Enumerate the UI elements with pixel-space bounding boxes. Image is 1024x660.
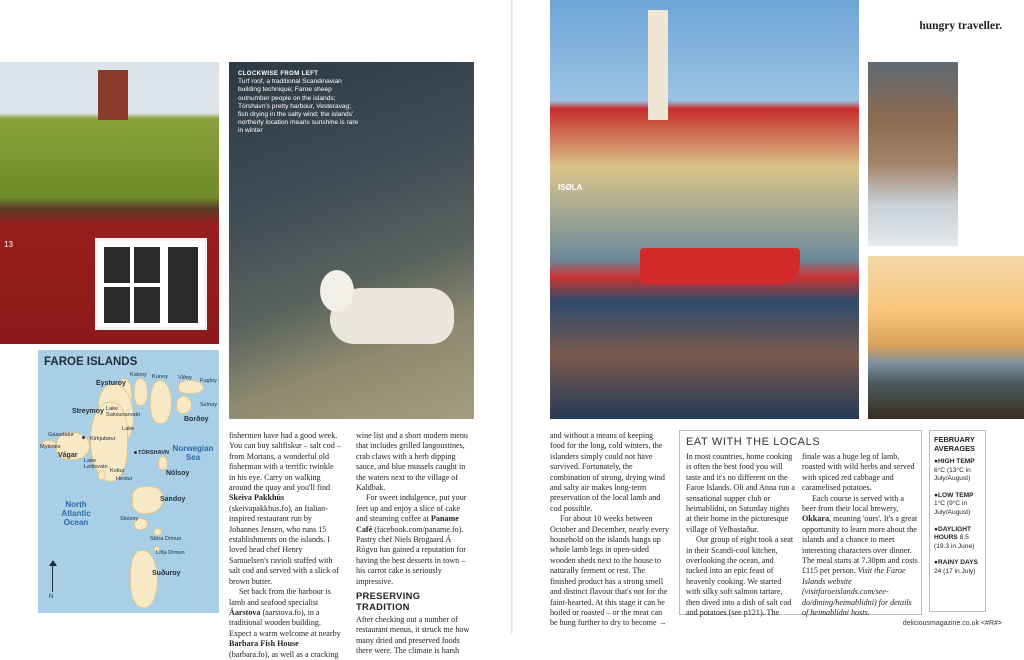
island-bordoy <box>150 380 172 424</box>
section-tag: hungry traveller. <box>919 20 1002 32</box>
label-north-atlantic: North Atlantic Ocean <box>61 500 91 527</box>
eat-c1-paragraph-2: Our group of eight took a seat in their Scandi-cool kitchen, overlooking the ocean, and tucked into an epic feast of heavenly cooking. We started with silky soft salmon tartare, then dived into a dish of salt cod and potatoes (see p121). The <box>686 535 794 618</box>
house-window <box>95 238 207 330</box>
feb-rainy-days: ●RAINY DAYS 24 (17 in July) <box>934 559 978 575</box>
label-gasadalur: Gásadalur <box>48 432 74 438</box>
town-gasadalur <box>82 436 85 439</box>
label-kunoy: Kunoy <box>152 374 168 380</box>
col1-p1-rest: (skeivapakkhus.fo), an Italian-inspired restaurant run by Johannes Jensen, who runs 15 establishments on the islands. I loved head chef Henry Samuelsen's ravioli stuffed with salt cod and served with a slick of brown butter. <box>229 503 339 586</box>
eat-c2-paragraph-1: finale was a huge leg of lamb, roasted with wild herbs and served with spiced red cabbage and caramelised potatoes. <box>802 452 915 493</box>
harbour-sign: ISØLA <box>558 183 583 192</box>
island-stora-dimun <box>154 528 162 536</box>
eat-with-locals-title: EAT WITH THE LOCALS <box>686 436 821 448</box>
label-vagar: Vágar <box>58 452 78 459</box>
island-nolsoy <box>158 456 168 470</box>
feb-low-temp-value: 1°C (9°C in July/August) <box>934 500 971 516</box>
venue-aarstova: Áarstova <box>229 607 261 617</box>
col2-paragraph-3: After checking out a number of restaurant menus, it struck me how many dried and preserved foods there were. The climate is harsh <box>356 614 470 656</box>
col2-p2-rest: (facebook.com/paname.fo). Pastry chef Niels Brogaard Á Rógvu has gained a reputation for having the best desserts in town – his carrot cake is seriously impressive. <box>356 524 466 586</box>
island-kunoy <box>134 378 148 406</box>
label-vidoy: Viðoy <box>178 375 192 381</box>
label-sandoy: Sandoy <box>160 496 186 503</box>
footer <box>903 620 1002 627</box>
north-label: N <box>49 594 54 600</box>
island-suduroy <box>130 550 158 608</box>
col1-p2-rest: (aarstova.fo), in a traditional wooden building. Expect a warm welcome at nearby <box>229 607 341 638</box>
label-litla-dimun: Lítla Dímun <box>156 550 185 556</box>
article-column-1 <box>229 431 341 660</box>
spread-gutter <box>511 0 513 634</box>
col1-p1-text: fishermen have had a good week. You can buy saltfiskur – salt cod – from Mortans, a wonderful old fisherman with a terrific twinkle in his eye. Carry on walking around the quay and you'll find <box>229 431 341 493</box>
venue-paname-cafe: Paname Café <box>356 514 459 534</box>
footer-page: <#R#> <box>980 620 1002 627</box>
label-norwegian-sea: Norwegian Sea <box>172 444 214 462</box>
chimney <box>98 70 128 120</box>
eat-c2-p2-rest: , meaning 'ours'. It's a great opportunity to learn more about the islands and a chance to meet interesting characters over dinner. The meal starts at 7.30pm and costs £115 per person. <box>802 514 918 576</box>
label-hestur: Hestur <box>116 476 133 482</box>
venue-barbara-fish-house: Barbara Fish House <box>229 639 299 649</box>
label-fugloy: Fugloy <box>200 378 217 384</box>
turf-roof-house-photo <box>0 62 219 344</box>
caption-text: Turf roof, a traditional Scandinavian building technique; Faroe sheep outnumber people on the islands; Tórshavn's pretty harbour, Vesteravag; fish drying in the salty wind; the islands' northerly location means sunshine is rare in winter <box>238 78 359 135</box>
eat-c2-paragraph-2 <box>802 494 918 619</box>
feb-high-temp-label: HIGH TEMP <box>937 458 975 465</box>
label-koltur: Koltur <box>110 468 125 474</box>
col3-paragraph-2: For about 10 weeks between October and December, nearly every household on the islands hangs up whole lamb legs in open-sided wooden sheds next to the house to naturally ferment or rest. The finished product has a strong smell and distinct flavour that's not for the faint-hearted. At this stage it can be boiled or roasted – or the meat can be hung further to dry to become → <box>550 514 669 628</box>
venue-skeiva-pakkhus: Skeiva Pakkhús <box>229 493 285 503</box>
label-eysturoy: Eysturoy <box>96 380 126 387</box>
house-number: 13 <box>4 240 13 249</box>
article-column-2 <box>356 431 472 657</box>
col3-paragraph-1: and without a means of keeping food for the long, cold winters, the islanders simply could not have survived. Fortunately, the combination of strong, drying wind and salty air makes long-term preservation of the local lamb and cod possible. <box>550 431 665 513</box>
label-kirkjubour: Kirkjubøur <box>90 436 116 442</box>
label-lake: Lake <box>122 426 135 432</box>
caption-title: CLOCKWISE FROM LEFT <box>238 71 319 77</box>
feb-rainy-days-label: RAINY DAYS <box>937 559 978 567</box>
feb-title: FEBRUARY AVERAGES <box>934 435 975 453</box>
feb-daylight-label: DAYLIGHT HOURS <box>934 525 972 542</box>
eat-c2-italic-note: Visit the Faroe Islands website (visitfaroeislands.com/see-do/dining/heimablidni) for details of heimablídni hosts. <box>802 566 912 618</box>
label-suduroy: Suðuroy <box>152 570 181 577</box>
north-line <box>52 564 53 592</box>
label-skuvoy: Skúvoy <box>120 516 139 522</box>
town-torshavn <box>134 451 137 454</box>
col1-paragraph-1 <box>229 431 341 587</box>
torshavn-harbour-photo <box>550 0 859 419</box>
eat-column-1 <box>686 452 796 619</box>
clock-tower <box>648 10 668 120</box>
col1-p2-text: Set back from the harbour is lamb and seafood specialist <box>229 587 331 607</box>
feb-daylight: ●DAYLIGHT HOURS 8.5 (19.3 in June) <box>934 525 975 550</box>
col1-p2-rest2: (barbara.fo), as well as a cracking <box>229 649 339 659</box>
label-svinoy: Svínoy <box>200 402 218 408</box>
label-lake-leitisvatn: Lake Leitisvatn <box>84 458 108 470</box>
feb-high-temp: ●HIGH TEMP 6°C (13°C in July/August) <box>934 458 975 483</box>
label-lake-saksunarvatn: Lake Saksunarvatn <box>106 406 141 418</box>
north-arrow-icon <box>49 560 57 566</box>
photo-caption <box>238 70 363 136</box>
col1-paragraph-2 <box>229 587 341 660</box>
drying-fish-photo <box>868 62 958 246</box>
label-kalsoy: Kalsoy <box>130 372 147 378</box>
subheading-preserving-tradition: PRESERVING TRADITION <box>356 590 421 612</box>
february-averages-box <box>929 430 986 612</box>
eat-c2-p2-text: Each course is served with a beer from their local brewery, <box>802 493 904 514</box>
feb-daylight-value: 8.5 (19.3 in June) <box>934 534 975 550</box>
sheep-head <box>320 270 354 312</box>
article-column-3 <box>550 431 670 629</box>
col2-paragraph-1: wine list and a short modern menu that includes grilled langoustines, crab claws with a herb dipping sauce, and blue mussels caught in the waters next to the village of Kaldbak. <box>356 431 468 493</box>
label-mykines: Mykines <box>40 444 61 450</box>
faroe-islands-map <box>38 350 219 613</box>
label-stora-dimun: Stóra Dímun <box>150 536 182 542</box>
label-streymoy: Streymoy <box>72 408 104 415</box>
feb-rainy-days-value: 24 (17 in July) <box>934 567 976 575</box>
winter-sunset-photo <box>868 256 1024 419</box>
map-title: FAROE ISLANDS <box>44 356 138 368</box>
footer-site: deliciousmagazine.co.uk <box>902 620 980 627</box>
island-svinoy <box>176 396 192 414</box>
feb-low-temp: ●LOW TEMP 1°C (9°C in July/August) <box>934 491 974 516</box>
label-nolsoy: Nólsoy <box>166 470 190 477</box>
eat-c1-paragraph-1: In most countries, home cooking is often the best food you will taste and it's no different on the Faroe Islands. Oli and Anna run a sensational supper club or heimablídni, on Saturday nights at their home in the picturesque village of Velbastaður. <box>686 452 796 534</box>
eat-column-2 <box>802 452 918 619</box>
red-boat <box>640 248 800 284</box>
label-bordoy: Borðoy <box>184 416 209 423</box>
col2-paragraph-2 <box>356 493 472 587</box>
brewery-okkara: Okkara <box>802 514 829 524</box>
feb-high-temp-value: 6°C (13°C in July/August) <box>934 466 971 483</box>
col2-p2-text: For sweet indulgence, put your feet up and enjoy a slice of cake and steaming coffee at <box>356 493 467 524</box>
feb-low-temp-label: LOW TEMP <box>937 491 974 499</box>
label-torshavn: TÓRSHAVN <box>138 450 169 456</box>
island-hestur <box>98 470 106 480</box>
